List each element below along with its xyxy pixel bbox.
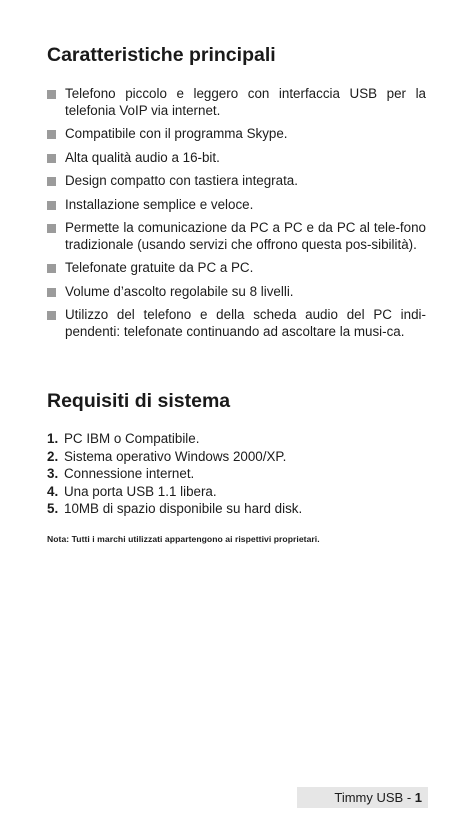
feature-text: Alta qualità audio a 16-bit. [65,149,220,165]
requirement-number: 5. [47,501,59,517]
feature-text: Utilizzo del telefono e della scheda audio del PC indi-pendenti: telefonate continuando ad ascoltare la musi-ca. [65,307,426,339]
square-bullet-icon [47,90,56,99]
square-bullet-icon [47,311,56,320]
trademark-note: Nota: Tutti i marchi utilizzati appartengono ai rispettivi proprietari. [47,534,320,544]
requirement-text: Sistema operativo Windows 2000/XP. [64,448,287,464]
requirement-number: 4. [47,483,59,499]
page-number: 1 [414,790,422,805]
requirement-number: 2. [47,448,59,464]
feature-text: Design compatto con tastiera integrata. [65,173,298,188]
requirement-item [47,465,426,483]
footer-label [334,789,422,806]
square-bullet-icon [47,177,56,186]
feature-text: Installazione semplice e veloce. [65,196,254,212]
features-heading: Caratteristiche principali [47,44,276,66]
feature-text: Volume d’ascolto regolabile su 8 livelli. [65,283,294,299]
feature-item [47,86,426,119]
square-bullet-icon [47,224,56,233]
feature-item [47,307,426,340]
square-bullet-icon [47,154,56,163]
feature-text: Permette la comunicazione da PC a PC e da PC al tele-fono tradizionale (usando servizi che offrono questa pos-sibilità). [65,220,426,252]
requirement-text: PC IBM o Compatibile. [64,431,200,446]
footer-product-name: Timmy USB - [334,790,415,805]
feature-item [47,220,426,253]
square-bullet-icon [47,288,56,297]
requirement-text: Una porta USB 1.1 libera. [64,483,217,499]
requirement-number: 3. [47,466,59,482]
square-bullet-icon [47,130,56,139]
feature-text: Telefono piccolo e leggero con interfaccia USB per la telefonia VoIP via internet. [65,86,426,118]
feature-item [47,173,426,190]
requirement-item [47,448,426,466]
feature-item [47,126,426,143]
requirements-heading: Requisiti di sistema [47,390,231,412]
square-bullet-icon [47,201,56,210]
feature-item [47,150,426,167]
requirements-list [47,430,426,518]
requirement-number: 1. [47,431,59,446]
requirement-item [47,500,426,518]
features-list [47,86,426,347]
requirement-text: 10MB di spazio disponibile su hard disk. [64,501,303,517]
feature-text: Compatibile con il programma Skype. [65,126,288,141]
feature-item [47,197,426,214]
requirement-item [47,430,426,448]
feature-item [47,260,426,277]
feature-item [47,284,426,301]
requirement-item [47,483,426,501]
feature-text: Telefonate gratuite da PC a PC. [65,260,254,275]
requirement-text: Connessione internet. [64,466,195,482]
page-footer [297,787,428,808]
square-bullet-icon [47,264,56,273]
